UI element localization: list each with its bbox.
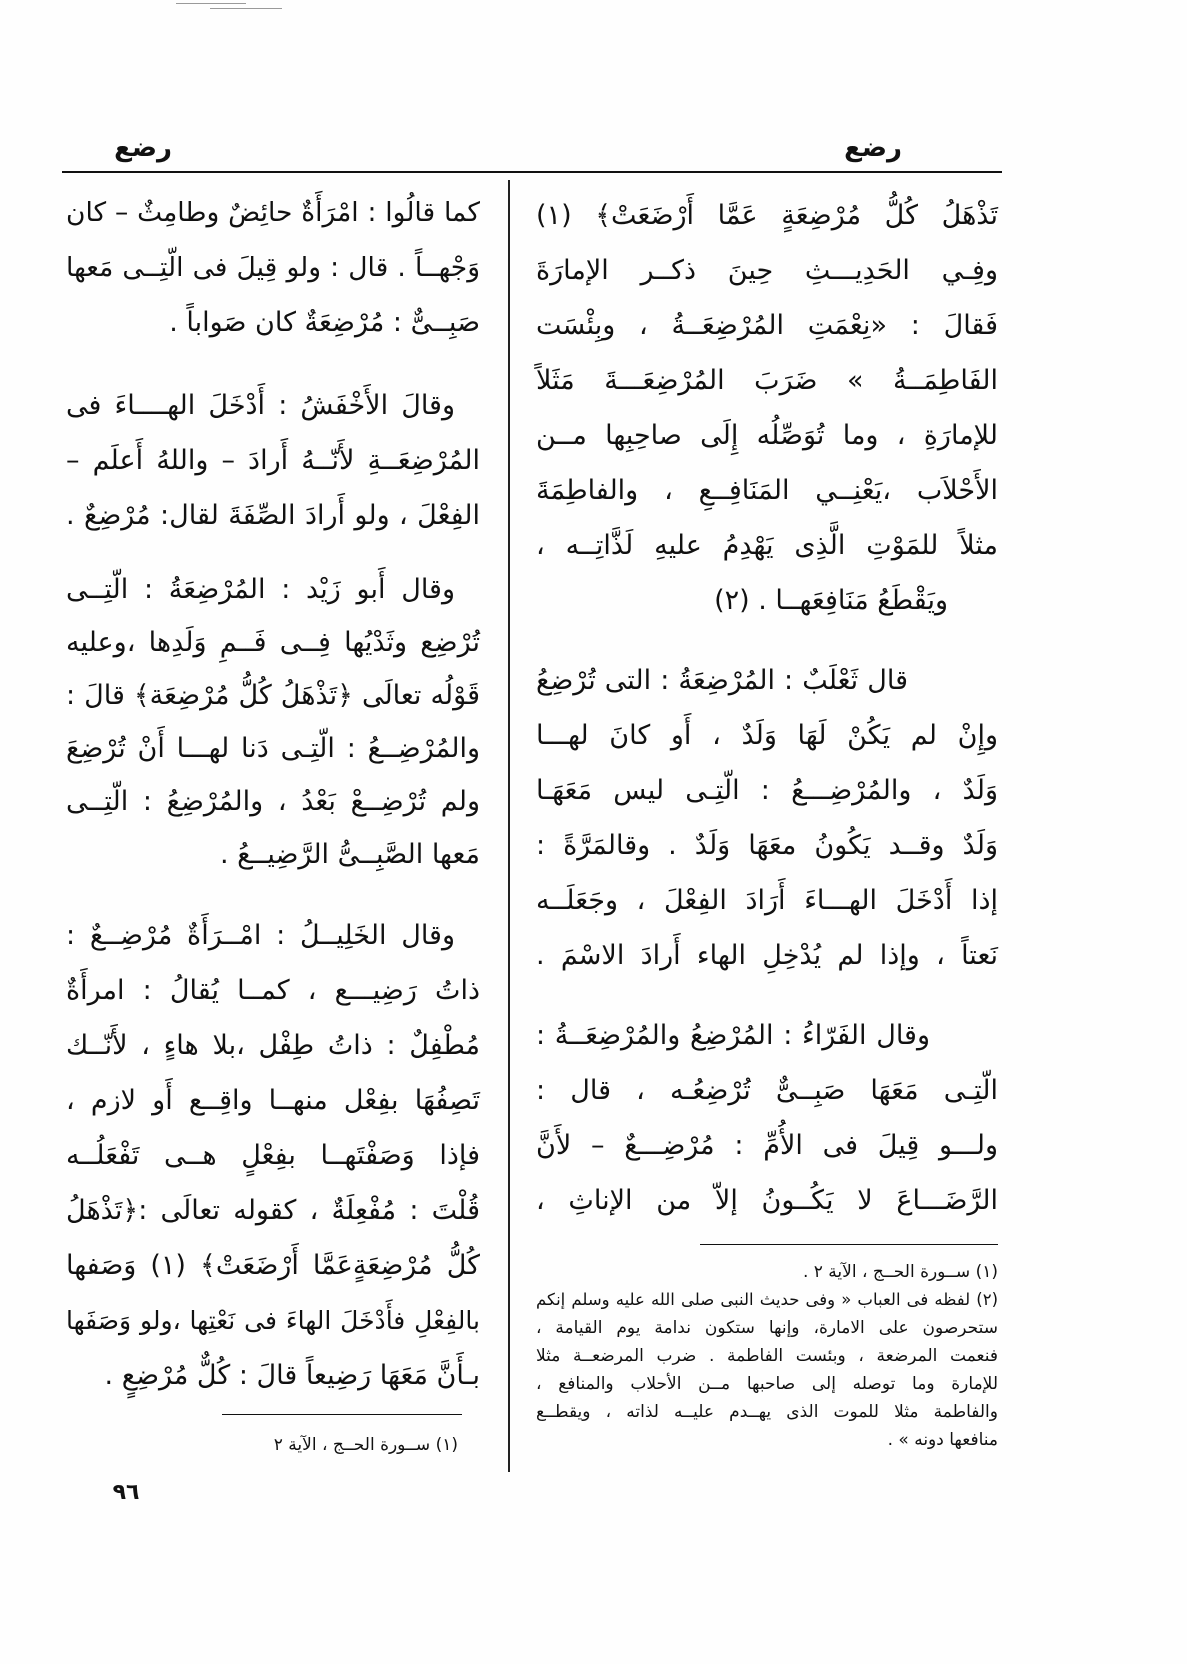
text-line: إذا أَدْخَلَ الهـــاءَ أَرَادَ الفِعْلَ ، وجَعَلَــه [536,885,998,916]
right-paragraph [536,1008,998,1228]
text-line: وَلَدٌ ، والمُرْضِـــعُ : الّتِـى ليس مَعَهَـا [536,775,998,806]
right-paragraph [536,653,998,983]
text-line: الأَحْلاَب ،يَعْنِــي المَنَافِــعِ ، والفاطِمَةَ [536,475,998,506]
text-line: فَقالَ : «نِعْمَتِ المُرْضِعَــةُ ، وبِئْسَت [536,310,998,341]
right-paragraph [536,188,998,628]
text-line: ولم تُرْضِــعْ بَعْدُ ، والمُرْضِعُ : الّتِــى [66,786,480,817]
text-line: الفَاطِمَــةُ » ضَرَبَ المُرْضِعَـــةَ مَثَلاً [536,365,998,396]
text-line: بالفِعْلِ فأَدْخَلَ الهاءَ فى نَعْتِها ،ولو وَصَفَها [66,1306,480,1335]
column-divider [508,180,510,1472]
footnote-line: (١) ســورة الحــج ، الآية ٢ . [802,1262,998,1282]
text-line: تُرْضِع وثَدْيُها فِــى فَــمِ وَلَدِها ،وعليه [66,627,480,658]
text-line: مُطْفِلٌ : ذاتُ طِفْل ،بلا هاءٍ ، لأَنّــك [66,1030,480,1061]
running-head-left: رضع [114,133,172,163]
text-line: وقال أَبو زَيْد : المُرْضِعَةُ : الّتِــى [66,574,455,605]
text-line: نَعتاً ، وإذا لم يُدْخِلِ الهاء أَرادَ الاسْمَ . [536,940,998,971]
left-paragraph [66,378,480,543]
footnote-line: (٢) لفظه فى العباب « وفى حديث النبى صلى الله عليه وسلم إنكم [536,1290,998,1309]
text-line: تَصِفُهَا بفِعْل منهــا واقِــع أَو لازم ، [66,1085,480,1116]
left-paragraph [66,563,480,881]
footnote-line: فنعمت المرضعة ، وبئست الفاطمة . ضرب المرضعــة مثلا [536,1346,998,1366]
text-line: وقال الخَلِيــلُ : امْــرَأَةٌ مُرْضِــعٌ : [66,920,455,951]
text-line: صَبِــىٌّ : مُرْضِعَةٌ كان صَواباً . [169,307,480,338]
text-line: مثلاً للمَوْتِ الَّذِى يَهْدِمُ عليهِ لَذَّاتِــه ، [536,530,998,561]
text-line: وإِنْ لم يَكُنْ لَهَا وَلَدٌ ، أَو كانَ لهـــا [536,720,998,751]
text-line: وفِـي الحَدِيـــثِ حِينَ ذكــر الإمارَةَ [536,255,998,286]
text-line: ولـــو قِيلَ فى الأُمِّ : مُرْضِـــعٌ – لأَنَّ [536,1130,998,1161]
footnote-line: للإمارة وما توصله إلى صاحبها مــن الأحلاب والمنافع ، [536,1374,998,1394]
scan-mark [176,3,246,4]
text-line: كُلُّ مُرْضِعَةٍعَمَّا أَرْضَعَتْ﴾ (١) وَصَفها [66,1250,481,1281]
left-paragraph [66,908,480,1403]
text-line: المُرْضِعَــةِ لأَنّــهُ أَرادَ – واللهُ أَعلَم – [66,445,480,476]
text-line: للإمارَةِ ، وما تُوَصِّلُه إِلَى صاحِبِها مــن [536,420,998,451]
text-line: قال ثَعْلَبٌ : المُرْضِعَةُ : التى تُرْضِعُ [536,665,908,696]
footnote-line: والفاطمة مثلا للموت الذى يهــدم عليــه لذاته ، ويقطــع [536,1402,998,1422]
text-line: ويَقْطَعُ مَنَافِعَهــا . (٢) [714,585,948,616]
page-number: ٩٦ [112,1480,140,1505]
header-rule [62,171,1002,173]
running-head-right: رضع [844,133,902,163]
text-line: قُلْتَ : مُفْعِلَةٌ ، كقوله تعالَى :﴿تَذْهَلُ [66,1195,480,1226]
footnote-line: ستحرصون على الامارة، وإنها ستكون ندامة يوم القيامة ، [536,1318,998,1338]
text-line: وقالَ الأَخْفَشُ : أَدْخَلَ الهــــاءَ فى [66,390,455,421]
scan-mark [210,8,282,9]
text-line: كما قالُوا : امْرَأَةٌ حائِضٌ وطامِثٌ – كان [66,197,480,228]
text-line: قَوْلُه تعالَى ﴿تَذْهَلُ كُلُّ مُرْضِعَة﴾ قالَ : [66,680,480,711]
text-line: فإذا وَصَفْتَهــا بفِعْلٍ هــى تَفْعَلُــه [66,1140,480,1171]
footnote-line: (١) ســورة الحــج ، الآية ٢ [273,1435,458,1455]
text-line: الرَّضَـــاعَ لا يَكُــونُ إلاّ من الإناثِ ، [536,1185,998,1216]
text-line: الّتِـى مَعَهَا صَبِــىٌّ تُرْضِعُـه ، قال : [536,1075,998,1106]
text-line: تَذْهَلُ كُلُّ مُرْضِعَةٍ عَمَّا أَرْضَعَتْ﴾ (١) [536,200,998,231]
right-footnotes [536,1258,998,1454]
text-line: بـأَنَّ مَعَهَا رَضِيعاً قالَ : كُلٌّ مُرْضِعٍ . [104,1360,480,1391]
footnote-rule [222,1414,462,1415]
text-line: ذاتُ رَضِيـــع ، كمــا يُقالُ : امرأَةٌ [66,975,480,1006]
left-paragraph [66,185,480,350]
footnote-rule [700,1244,998,1245]
footnote-line: منافعها دونه » . [887,1430,998,1450]
text-line: والمُرْضِــعُ : الّتِـى دَنا لهـــا أَنْ تُرْضِعَ [66,733,480,764]
text-line: وَجْهــاً . قال : ولو قِيلَ فى الّتِــى مَعها [66,252,480,283]
text-line: الفِعْلَ ، ولو أَرادَ الصِّفَةَ لقال: مُرْضِعٌ . [66,500,480,531]
text-line: وَلَدٌ وقــد يَكُونُ معَهَا وَلَدٌ . وقالمَرَّةً : [536,830,998,861]
text-line: وقال الفَرّاءُ : المُرْضِعُ والمُرْضِعَــةُ : [536,1020,930,1051]
left-footnotes [222,1430,458,1460]
text-line: مَعها الصَّبِــىُّ الرَّضِيــعُ . [220,839,480,870]
